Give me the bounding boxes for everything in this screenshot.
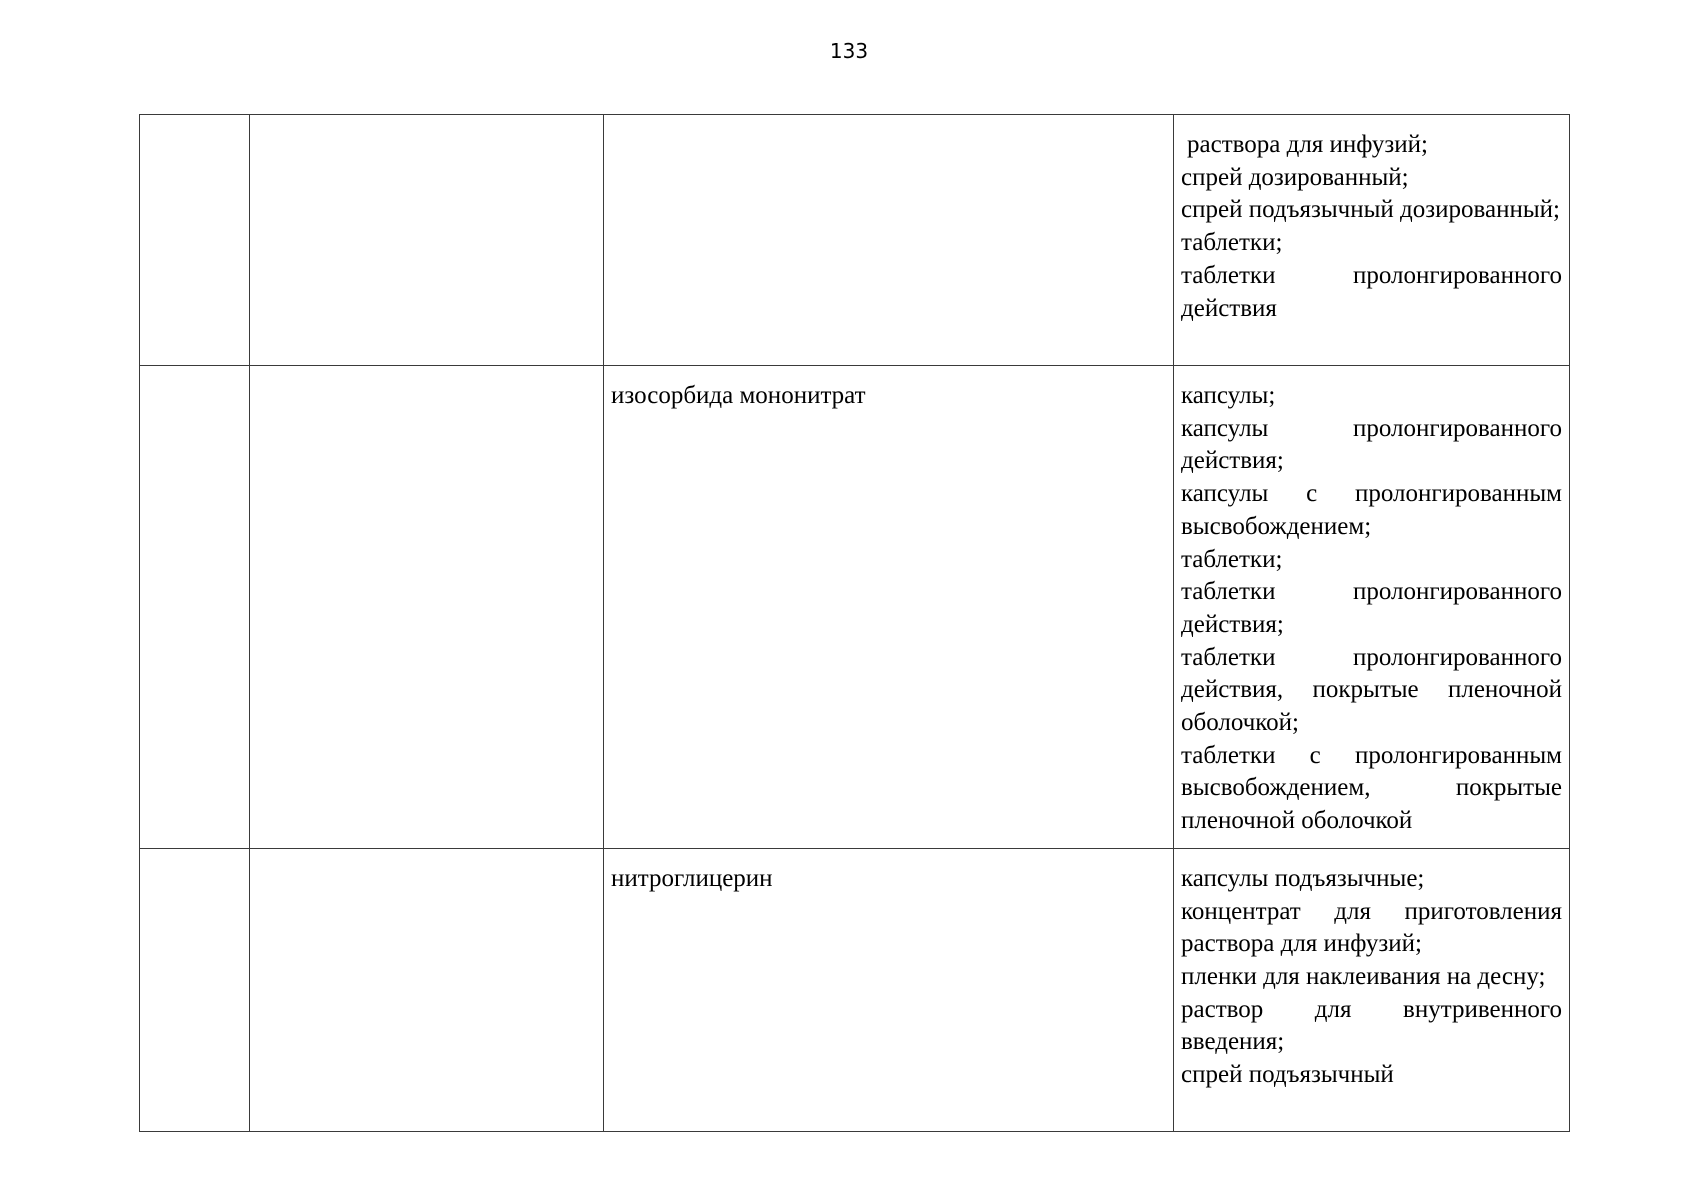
dosage-forms-cell [1174, 366, 1570, 849]
table-row [140, 848, 1570, 1131]
drug-table [139, 114, 1570, 1132]
dosage-form: пленки для наклеивания на десну; [1181, 962, 1546, 990]
dosage-form: раствор для внутривенного введения; [1181, 995, 1562, 1056]
dosage-form: спрей подъязычный дозированный; [1181, 196, 1560, 224]
dosage-form: спрей подъязычный [1181, 1061, 1394, 1089]
dosage-form: таблетки; [1181, 229, 1283, 257]
dosage-form: капсулы с пролонгированным высвобождением; [1181, 480, 1562, 540]
page-number: 133 [829, 39, 869, 63]
dosage-form: таблетки пролонгированного действия [1181, 261, 1562, 322]
drug-name-cell: нитроглицерин [604, 848, 1174, 1131]
drug-name-cell: изосорбида мононитрат [604, 366, 1174, 849]
pharmacological-group-cell [250, 366, 604, 849]
dosage-form: раствора для инфузий; [1187, 131, 1428, 158]
dosage-form: спрей дозированный; [1181, 163, 1409, 191]
dosage-form: капсулы подъязычные; [1181, 864, 1425, 892]
dosage-form: таблетки пролонгированного действия, покрытые пленочной оболочкой; [1181, 643, 1562, 737]
dosage-forms-cell [1174, 115, 1570, 366]
dosage-form: капсулы; [1181, 382, 1276, 409]
table-row [140, 366, 1570, 849]
atc-code-cell [140, 115, 250, 366]
atc-code-cell [140, 848, 250, 1131]
pharmacological-group-cell [250, 115, 604, 366]
dosage-forms-cell [1174, 848, 1570, 1131]
atc-code-cell [140, 366, 250, 849]
dosage-form: таблетки с пролонгированным высвобождением, покрытые пленочной оболочкой [1181, 741, 1562, 835]
dosage-form: капсулы пролонгированного действия; [1181, 414, 1562, 475]
table-row [140, 115, 1570, 366]
dosage-form: таблетки пролонгированного действия; [1181, 578, 1562, 638]
dosage-form: концентрат для приготовления раствора для инфузий; [1181, 897, 1562, 958]
drug-name-cell [604, 115, 1174, 366]
dosage-form: таблетки; [1181, 545, 1283, 573]
pharmacological-group-cell [250, 848, 604, 1131]
